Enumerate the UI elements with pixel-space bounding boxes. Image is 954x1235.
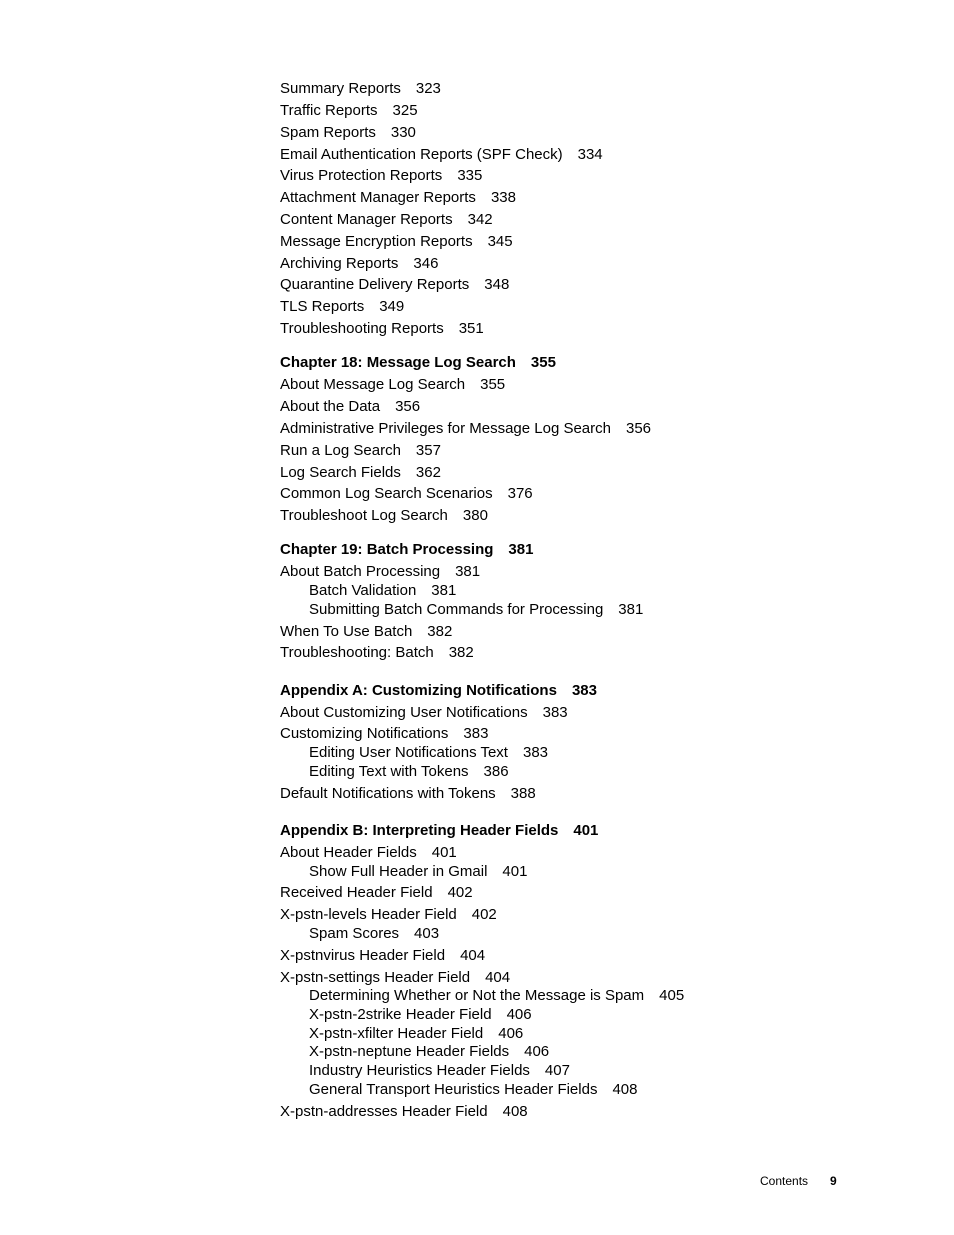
toc-subentry[interactable]	[309, 987, 684, 1005]
toc-entry-page: 386	[483, 763, 509, 780]
toc-subentry[interactable]	[309, 863, 527, 881]
toc-entry-title: TLS Reports	[280, 298, 365, 315]
toc-entry-page: 357	[415, 442, 441, 459]
toc-entry-page: 402	[471, 906, 497, 923]
toc-entry-title: Traffic Reports	[280, 102, 378, 119]
toc-entry-title: Troubleshooting Reports	[280, 320, 444, 337]
toc-entry[interactable]	[280, 442, 441, 460]
toc-entry-page: 381	[618, 601, 644, 618]
toc-entry-page: 338	[490, 189, 516, 206]
footer-label: Contents	[760, 1174, 809, 1188]
toc-entry-title: X-pstn-neptune Header Fields	[309, 1043, 510, 1060]
toc-entry-page: 381	[455, 563, 481, 580]
toc-entry[interactable]	[280, 947, 485, 965]
toc-chapter-page: 383	[571, 682, 597, 699]
toc-entry-title: X-pstn-2strike Header Field	[309, 1006, 492, 1023]
toc-entry[interactable]	[280, 785, 536, 803]
toc-entry-title: Customizing Notifications	[280, 725, 449, 742]
toc-subentry[interactable]	[309, 1081, 637, 1099]
toc-entry-page: 383	[463, 725, 489, 742]
toc-entry-title: Default Notifications with Tokens	[280, 785, 496, 802]
toc-entry-page: 403	[414, 925, 440, 942]
toc-entry-page: 408	[612, 1081, 638, 1098]
toc-entry-page: 382	[448, 644, 474, 661]
toc-chapter-title: Appendix B: Interpreting Header Fields	[280, 822, 559, 839]
toc-subentry[interactable]	[309, 1062, 570, 1080]
toc-entry-page: 325	[392, 102, 418, 119]
toc-entry-page: 381	[431, 582, 457, 599]
toc-entry-page: 376	[507, 485, 533, 502]
toc-entry-page: 380	[462, 507, 488, 524]
toc-entry-title: Received Header Field	[280, 884, 433, 901]
toc-entry-page: 404	[485, 969, 511, 986]
toc-entry[interactable]	[280, 725, 488, 743]
toc-entry-title: Archiving Reports	[280, 255, 399, 272]
toc-entry-title: Log Search Fields	[280, 464, 401, 481]
toc-entry-page: 323	[415, 80, 441, 97]
toc-entry[interactable]	[280, 255, 438, 273]
toc-entry-page: 388	[510, 785, 536, 802]
toc-entry[interactable]	[280, 969, 510, 987]
toc-subentry[interactable]	[309, 601, 643, 619]
toc-chapter-page: 401	[573, 822, 599, 839]
toc-entry-title: About the Data	[280, 398, 381, 415]
toc-entry-title: About Batch Processing	[280, 563, 441, 580]
toc-entry[interactable]	[280, 623, 452, 641]
toc-entry-page: 356	[625, 420, 652, 437]
toc-entry[interactable]	[280, 906, 497, 924]
toc-entry-title: Batch Validation	[309, 582, 417, 599]
toc-entry-page: 402	[447, 884, 473, 901]
toc-chapter-heading[interactable]	[280, 822, 598, 840]
toc-entry-page: 330	[390, 124, 416, 141]
toc-entry-title: Troubleshoot Log Search	[280, 507, 448, 524]
toc-entry-title: Summary Reports	[280, 80, 401, 97]
toc-entry-title: Editing User Notifications Text	[309, 744, 508, 761]
toc-entry-page: 348	[484, 276, 510, 293]
toc-subentry[interactable]	[309, 744, 548, 762]
toc-entry-title: Industry Heuristics Header Fields	[309, 1062, 530, 1079]
toc-entry-page: 356	[395, 398, 421, 415]
toc-entry-title: Show Full Header in Gmail	[309, 863, 488, 880]
toc-entry[interactable]	[280, 1103, 528, 1121]
toc-entry[interactable]	[280, 884, 473, 902]
toc-entry-title: About Header Fields	[280, 844, 417, 861]
toc-entry-title: Administrative Privileges for Message Log Search	[280, 420, 611, 437]
toc-subentry[interactable]	[309, 1043, 549, 1061]
toc-entry[interactable]	[280, 420, 651, 438]
toc-chapter-page: 355	[530, 354, 556, 371]
toc-subentry[interactable]	[309, 1025, 523, 1043]
toc-entry-page: 382	[427, 623, 453, 640]
toc-entry-title: Virus Protection Reports	[280, 167, 443, 184]
toc-entry-title: General Transport Heuristics Header Fields	[309, 1081, 598, 1098]
toc-entry[interactable]	[280, 276, 509, 294]
toc-entry-page: 349	[379, 298, 405, 315]
toc-entry[interactable]	[280, 563, 480, 581]
toc-entry[interactable]	[280, 644, 474, 662]
toc-chapter-heading[interactable]	[280, 541, 533, 559]
toc-entry-page: 404	[460, 947, 486, 964]
toc-entry[interactable]	[280, 398, 420, 416]
toc-entry-page: 351	[458, 320, 484, 337]
toc-entry[interactable]	[280, 507, 488, 525]
toc-entry-title: Editing Text with Tokens	[309, 763, 469, 780]
toc-entry-page: 383	[542, 704, 568, 721]
toc-entry-page: 383	[522, 744, 549, 761]
toc-entry-title: Determining Whether or Not the Message is Spam	[309, 987, 645, 1004]
table-of-contents	[280, 0, 920, 1235]
toc-chapter-heading[interactable]	[280, 354, 556, 372]
toc-entry-page: 342	[467, 211, 493, 228]
page-footer	[760, 1173, 837, 1189]
toc-entry-title: X-pstn-levels Header Field	[280, 906, 457, 923]
toc-entry-title: Spam Scores	[309, 925, 400, 942]
toc-subentry[interactable]	[309, 1006, 532, 1024]
toc-entry-title: Email Authentication Reports (SPF Check)	[280, 146, 563, 163]
toc-entry-title: Spam Reports	[280, 124, 376, 141]
toc-entry-title: Quarantine Delivery Reports	[280, 276, 470, 293]
toc-entry-page: 355	[480, 376, 506, 393]
toc-entry-page: 408	[502, 1103, 528, 1120]
toc-entry[interactable]	[280, 704, 568, 722]
toc-entry-page: 362	[415, 464, 441, 481]
toc-entry[interactable]	[280, 102, 418, 120]
toc-entry[interactable]	[280, 189, 516, 207]
toc-entry-title: About Customizing User Notifications	[280, 704, 528, 721]
toc-entry-page: 407	[544, 1062, 570, 1079]
toc-entry-page: 335	[457, 167, 483, 184]
toc-entry-title: X-pstnvirus Header Field	[280, 947, 446, 964]
toc-entry-page: 406	[524, 1043, 550, 1060]
toc-entry-title: About Message Log Search	[280, 376, 466, 393]
toc-entry-title: X-pstn-settings Header Field	[280, 969, 471, 986]
toc-entry-title: Content Manager Reports	[280, 211, 453, 228]
toc-entry[interactable]	[280, 233, 513, 251]
toc-chapter-title: Chapter 18: Message Log Search	[280, 354, 516, 371]
toc-chapter-title: Appendix A: Customizing Notifications	[280, 682, 557, 699]
toc-chapter-title: Chapter 19: Batch Processing	[280, 541, 494, 558]
toc-entry[interactable]	[280, 124, 416, 142]
toc-entry[interactable]	[280, 485, 533, 503]
toc-entry-page: 345	[487, 233, 513, 250]
toc-entry-title: Common Log Search Scenarios	[280, 485, 493, 502]
toc-entry-title: Message Encryption Reports	[280, 233, 473, 250]
toc-entry-title: Troubleshooting: Batch	[280, 644, 434, 661]
toc-entry-page: 406	[506, 1006, 532, 1023]
toc-entry[interactable]	[280, 376, 505, 394]
toc-chapter-heading[interactable]	[280, 682, 597, 700]
toc-entry-page: 401	[502, 863, 528, 880]
toc-subentry[interactable]	[309, 582, 456, 600]
toc-entry[interactable]	[280, 464, 441, 482]
toc-entry[interactable]	[280, 298, 404, 316]
toc-entry-title: Attachment Manager Reports	[280, 189, 476, 206]
footer-page-number: 9	[830, 1174, 837, 1188]
toc-entry-title: When To Use Batch	[280, 623, 413, 640]
toc-entry-page: 334	[577, 146, 603, 163]
toc-entry[interactable]	[280, 80, 441, 98]
toc-entry-title: X-pstn-addresses Header Field	[280, 1103, 488, 1120]
toc-entry-page: 401	[431, 844, 457, 861]
toc-entry[interactable]	[280, 146, 603, 164]
toc-entry-title: Run a Log Search	[280, 442, 401, 459]
toc-entry-page: 346	[413, 255, 439, 272]
toc-entry-page: 406	[498, 1025, 524, 1042]
toc-entry[interactable]	[280, 211, 493, 229]
toc-entry[interactable]	[280, 844, 457, 862]
toc-entry-title: Submitting Batch Commands for Processing	[309, 601, 604, 618]
toc-subentry[interactable]	[309, 763, 509, 781]
toc-entry[interactable]	[280, 167, 482, 185]
toc-subentry[interactable]	[309, 925, 439, 943]
toc-entry-page: 405	[659, 987, 685, 1004]
toc-entry[interactable]	[280, 320, 484, 338]
toc-entry-title: X-pstn-xfilter Header Field	[309, 1025, 484, 1042]
toc-chapter-page: 381	[508, 541, 534, 558]
